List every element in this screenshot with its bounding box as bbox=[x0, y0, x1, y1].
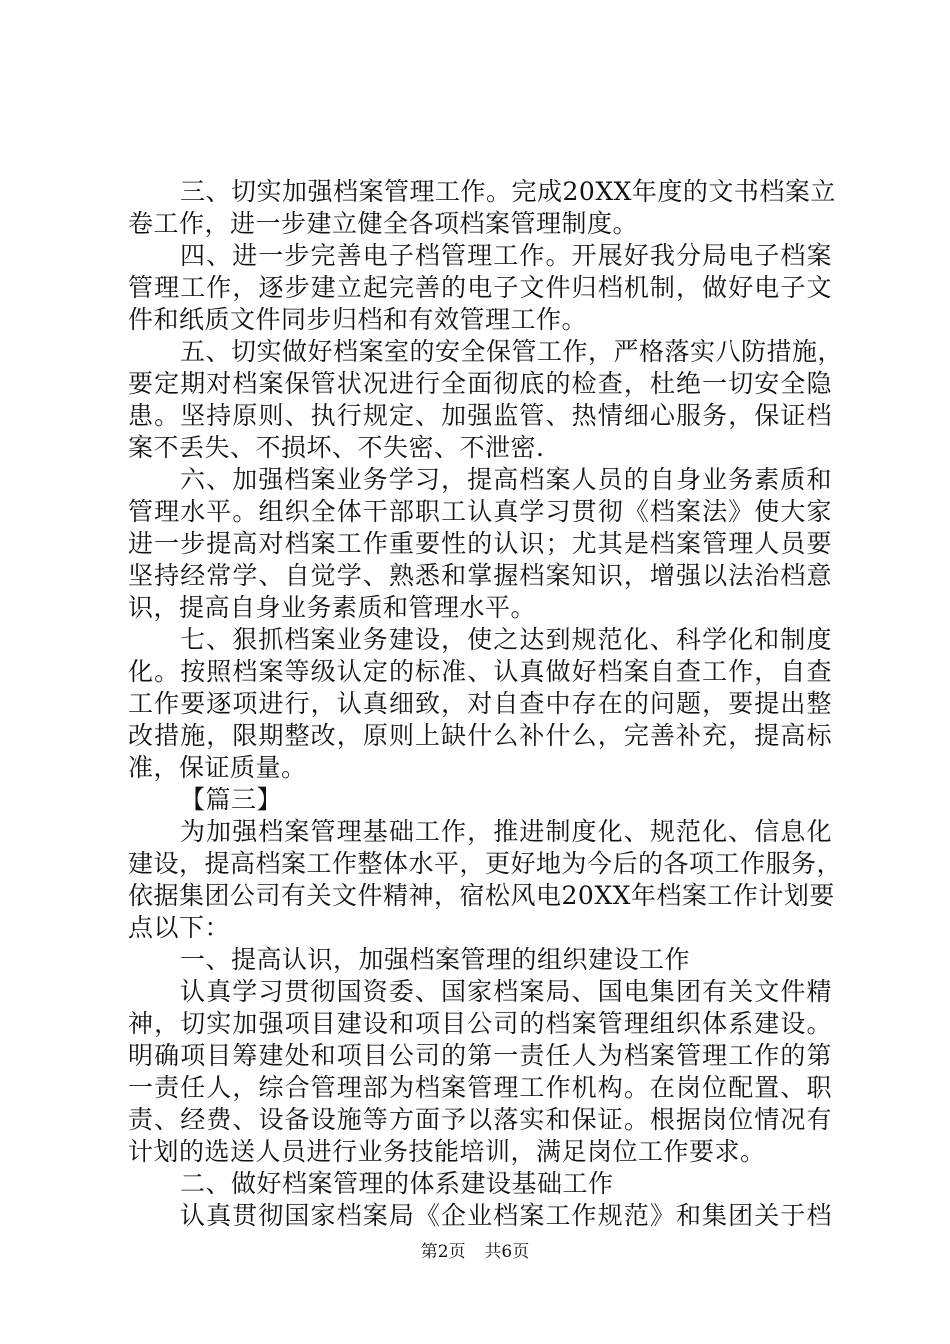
text-line: 计划的选送人员进行业务技能培训，满足岗位工作要求。 bbox=[128, 1137, 766, 1166]
text-line: 认真贯彻国家档案局《企业档案工作规范》和集团关于档 bbox=[180, 1201, 832, 1230]
text-line: 四、进一步完善电子档管理工作。开展好我分局电子档案 bbox=[180, 241, 832, 270]
text-line: 一责任人，综合管理部为档案管理工作机构。在岗位配置、职 bbox=[128, 1073, 832, 1102]
text-line: 化。按照档案等级认定的标准、认真做好档案自查工作，自查 bbox=[128, 657, 832, 686]
text-line: 案不丢失、不损坏、不失密、不泄密. bbox=[128, 433, 545, 462]
text-line: 点以下： bbox=[128, 913, 231, 942]
text-line: 管理水平。组织全体干部职工认真学习贯彻《档案法》使大家 bbox=[128, 497, 832, 526]
text-line: 六、加强档案业务学习，提高档案人员的自身业务素质和 bbox=[180, 465, 832, 494]
page-footer bbox=[0, 1240, 950, 1264]
text-line: 件和纸质文件同步归档和有效管理工作。 bbox=[128, 305, 588, 334]
text-line: 神，切实加强项目建设和项目公司的档案管理组织体系建设。 bbox=[128, 1009, 832, 1038]
text-line: 进一步提高对档案工作重要性的认识；尤其是档案管理人员要 bbox=[128, 529, 832, 558]
text-line: 卷工作，进一步建立健全各项档案管理制度。 bbox=[128, 209, 639, 238]
text-line: 准，保证质量。 bbox=[128, 753, 307, 782]
document-body bbox=[128, 176, 844, 1232]
text-line: 为加强档案管理基础工作，推进制度化、规范化、信息化 bbox=[180, 817, 832, 846]
text-line: 改措施，限期整改，原则上缺什么补什么，完善补充，提高标 bbox=[128, 721, 832, 750]
subheading-line: 一、提高认识，加强档案管理的组织建设工作 bbox=[180, 945, 691, 974]
text-line: 明确项目筹建处和项目公司的第一责任人为档案管理工作的第 bbox=[128, 1041, 832, 1070]
page-number: 第2页 bbox=[420, 1242, 466, 1262]
subheading-line: 二、做好档案管理的体系建设基础工作 bbox=[180, 1169, 614, 1198]
section-heading: 【篇三】 bbox=[180, 785, 283, 814]
text-line: 工作要逐项进行，认真细致，对自查中存在的问题，要提出整 bbox=[128, 689, 832, 718]
text-line: 依据集团公司有关文件精神，宿松风电20XX年档案工作计划要 bbox=[128, 881, 835, 910]
text-line: 七、狠抓档案业务建设，使之达到规范化、科学化和制度 bbox=[180, 625, 832, 654]
text-line: 识，提高自身业务素质和管理水平。 bbox=[128, 593, 537, 622]
text-line: 坚持经常学、自觉学、熟悉和掌握档案知识，增强以法治档意 bbox=[128, 561, 832, 590]
text-line: 认真学习贯彻国资委、国家档案局、国电集团有关文件精 bbox=[180, 977, 832, 1006]
text-line: 管理工作，逐步建立起完善的电子文件归档机制，做好电子文 bbox=[128, 273, 832, 302]
text-line: 五、切实做好档案室的安全保管工作，严格落实八防措施， bbox=[180, 337, 844, 366]
text-line: 责、经费、设备设施等方面予以落实和保证。根据岗位情况有 bbox=[128, 1105, 832, 1134]
text-line: 患。坚持原则、执行规定、加强监管、热情细心服务，保证档 bbox=[128, 401, 832, 430]
page-total: 共6页 bbox=[484, 1242, 530, 1262]
text-line: 要定期对档案保管状况进行全面彻底的检查，杜绝一切安全隐 bbox=[128, 369, 832, 398]
text-line: 三、切实加强档案管理工作。完成20XX年度的文书档案立 bbox=[180, 177, 836, 206]
text-line: 建设，提高档案工作整体水平，更好地为今后的各项工作服务， bbox=[128, 849, 843, 878]
